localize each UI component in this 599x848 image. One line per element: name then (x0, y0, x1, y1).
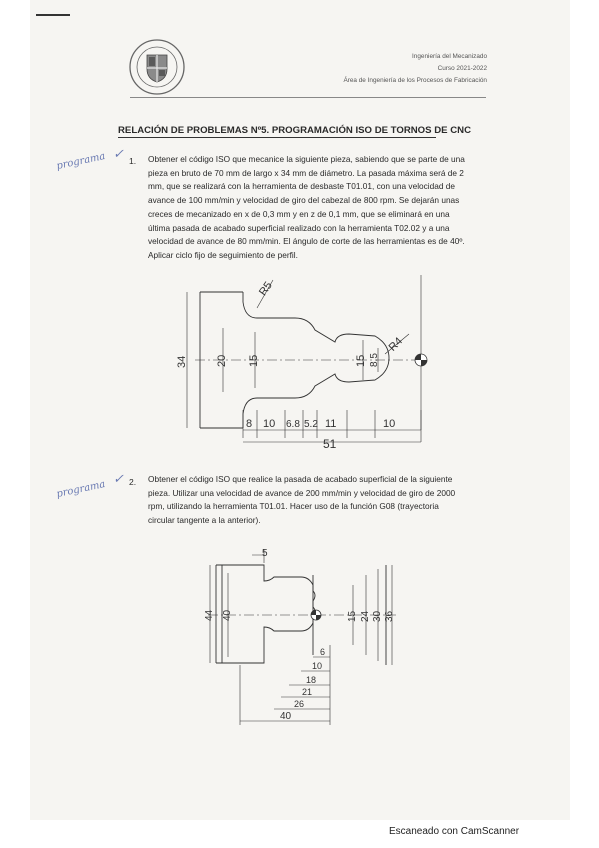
drawing2-length-40: 40 (280, 711, 292, 722)
drawing1-length-8: 8 (246, 418, 253, 430)
drawing2-diameter-15: 15 (347, 610, 358, 622)
drawing2-diameter-44: 44 (204, 609, 215, 621)
drawing1-diameter-20: 20 (216, 354, 228, 367)
drawing2-length-6: 6 (320, 647, 326, 657)
header-area: Área de Ingeniería de los Procesos de Fabricación (343, 77, 487, 84)
checkmark-icon: ✓ (113, 472, 124, 487)
drawing2-diameter-24: 24 (360, 610, 371, 622)
drawing1-length-10b: 10 (383, 418, 396, 430)
drawing1-length-11: 11 (325, 418, 337, 430)
technical-drawing-1 (165, 270, 450, 450)
problem-2-text: Obtener el código ISO que realice la pasada de acabado superficial de la siguiente pieza. Utilizar una velocidad de avance de 200 mm/min y velocidad de giro de 2000 rpm, utilizando la herramienta T01.01. Hacer uso de la función G08 (trayectoria circular tangente a la anterior). (148, 474, 456, 526)
drawing1-total-length: 51 (323, 437, 337, 450)
drawing2-top-dim: 5 (262, 548, 268, 559)
drawing2-diameter-40: 40 (222, 609, 233, 621)
header-course-name: Ingeniería del Mecanizado (412, 53, 487, 60)
drawing2-length-21: 21 (302, 687, 313, 697)
problem-1-text: Obtener el código ISO que mecanice la siguiente pieza, sabiendo que se parte de una pieza en bruto de 70 mm de largo x 34 mm de diámetro. La pasada máxima será de 2 mm, que se realizará con la herramienta de desbaste T01.01, con una velocidad de avance de 100 mm/min y velocidad de giro del cabezal de 800 rpm. Se dejarán unas creces de mecanizado en x de 0,3 mm y en z de 0,1 mm, que se eliminará en una última pasada de acabado superficial realizado con la herramienta T02.02 y a una velocidad de avance de 80 mm/min. El ángulo de corte de las herramientas es de 40º. Aplicar ciclo fijo de seguimiento de perfil. (148, 154, 465, 260)
problem-1-number: 1. (129, 156, 137, 166)
drawing1-radius-right: R4 (386, 335, 406, 354)
drawing1-length-52: 5.2 (304, 419, 318, 430)
drawing1-length-10a: 10 (263, 418, 276, 430)
drawing2-length-10: 10 (312, 661, 323, 671)
drawing1-diameter-85: 8.5 (369, 353, 380, 367)
drawing2-diameter-36: 36 (384, 610, 395, 622)
handwritten-annotation-1: programa (55, 150, 107, 173)
page-title: RELACIÓN DE PROBLEMAS Nº5. PROGRAMACIÓN ISO DE TORNOS DE CNC (118, 125, 471, 136)
header-divider (130, 97, 486, 98)
drawing1-diameter-15a: 15 (248, 354, 260, 367)
drawing1-diameter-34: 34 (176, 355, 188, 368)
drawing1-diameter-15b: 15 (355, 354, 367, 367)
checkmark-icon: ✓ (113, 147, 124, 162)
drawing1-length-68: 6.8 (286, 419, 300, 430)
university-crest-icon (128, 38, 186, 96)
drawing2-diameter-30: 30 (372, 610, 383, 622)
page-mark (36, 14, 70, 16)
header-course-year: Curso 2021-2022 (437, 65, 487, 72)
drawing2-length-26: 26 (294, 699, 305, 709)
handwritten-annotation-2: programa (55, 478, 107, 501)
scanner-watermark: Escaneado con CamScanner (389, 826, 520, 837)
drawing1-radius-top: R5 (256, 279, 275, 299)
title-underline (118, 137, 436, 138)
technical-drawing-2 (196, 545, 411, 730)
drawing2-length-18: 18 (306, 675, 317, 685)
problem-2-number: 2. (129, 477, 137, 487)
